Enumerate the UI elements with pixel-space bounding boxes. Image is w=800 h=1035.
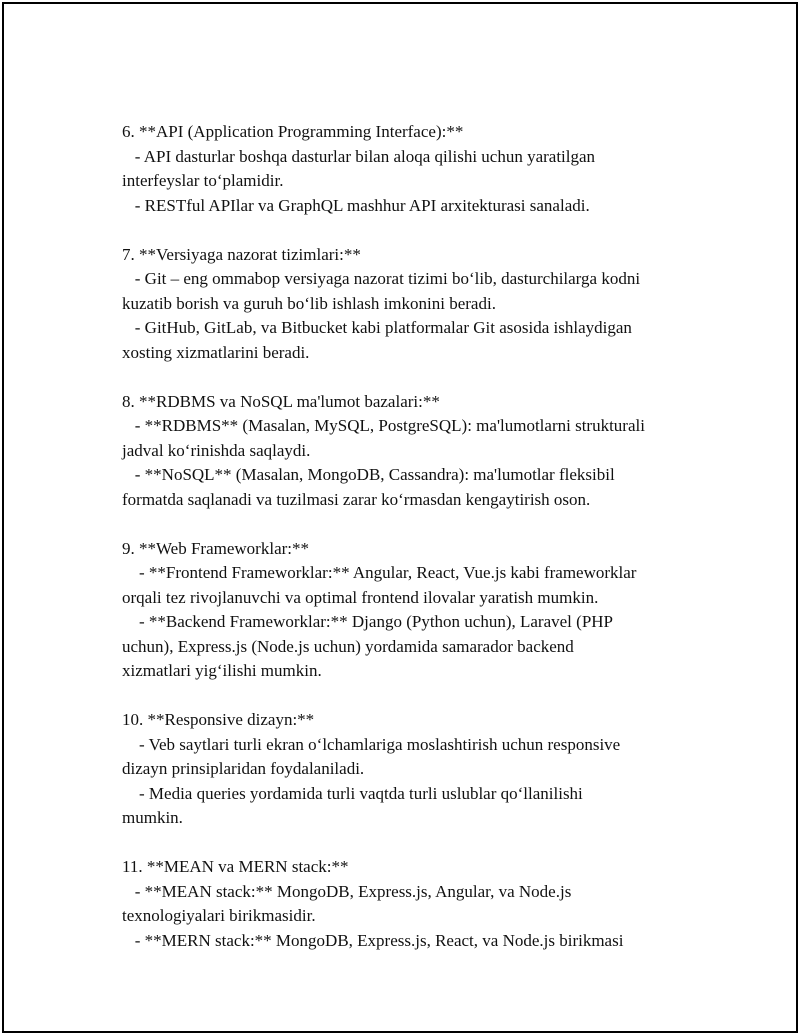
- section-web-frameworks: [122, 537, 712, 684]
- text-line: - **RDBMS** (Masalan, MySQL, PostgreSQL): ma'lumotlarni strukturali: [122, 416, 645, 435]
- section-api: [122, 120, 712, 218]
- text-line: mumkin.: [122, 808, 183, 827]
- text-line: interfeyslar to‘plamidir.: [122, 171, 284, 190]
- section-heading: 9. **Web Frameworklar:**: [122, 538, 309, 558]
- section-mean-mern: [122, 855, 712, 953]
- section-heading: 7. **Versiyaga nazorat tizimlari:**: [122, 244, 361, 264]
- text-line: uchun), Express.js (Node.js uchun) yordamida samarador backend: [122, 636, 574, 656]
- section-heading: 10. **Responsive dizayn:**: [122, 710, 315, 729]
- text-line: - **NoSQL** (Masalan, MongoDB, Cassandra): ma'lumotlar fleksibil: [122, 465, 615, 484]
- text-line: - **Backend Frameworklar:** Django (Python uchun), Laravel (PHP: [122, 612, 613, 631]
- text-line: kuzatib borish va guruh bo‘lib ishlash imkonini beradi.: [122, 293, 496, 313]
- page-frame: [2, 2, 798, 1033]
- text-line: - GitHub, GitLab, va Bitbucket kabi platformalar Git asosida ishlaydigan: [122, 318, 632, 337]
- section-heading: 8. **RDBMS va NoSQL ma'lumot bazalari:**: [122, 391, 440, 411]
- text-line: - Veb saytlari turli ekran o‘lchamlariga moslashtirish uchun responsive: [122, 734, 621, 754]
- text-line: dizayn prinsiplaridan foydalaniladi.: [122, 759, 365, 778]
- text-line: xosting xizmatlarini beradi.: [122, 342, 310, 362]
- text-line: formatda saqlanadi va tuzilmasi zarar ko‘rmasdan kengaytirish oson.: [122, 489, 591, 509]
- section-databases: [122, 390, 712, 513]
- text-line: - **MEAN stack:** MongoDB, Express.js, Angular, va Node.js: [122, 881, 572, 901]
- section-version-control: [122, 243, 712, 366]
- text-line: jadval ko‘rinishda saqlaydi.: [122, 440, 311, 460]
- section-heading: 11. **MEAN va MERN stack:**: [122, 857, 349, 876]
- text-line: - API dasturlar boshqa dasturlar bilan aloqa qilishi uchun yaratilgan: [122, 146, 596, 166]
- text-line: - RESTful APIlar va GraphQL mashhur API arxitekturasi sanaladi.: [122, 195, 590, 215]
- text-line: orqali tez rivojlanuvchi va optimal frontend ilovalar yaratish mumkin.: [122, 587, 599, 607]
- text-line: texnologiyalari birikmasidir.: [122, 906, 316, 925]
- section-responsive-design: [122, 708, 712, 831]
- text-line: - **Frontend Frameworklar:** Angular, React, Vue.js kabi frameworklar: [122, 563, 637, 582]
- text-line: xizmatlari yig‘ilishi mumkin.: [122, 661, 322, 680]
- text-line: - Git – eng ommabop versiyaga nazorat tizimi bo‘lib, dasturchilarga kodni: [122, 269, 641, 288]
- document-body: [122, 120, 712, 978]
- section-heading: 6. **API (Application Programming Interface):**: [122, 122, 464, 141]
- text-line: - Media queries yordamida turli vaqtda turli uslublar qo‘llanilishi: [122, 783, 583, 803]
- text-line: - **MERN stack:** MongoDB, Express.js, React, va Node.js birikmasi: [122, 930, 624, 950]
